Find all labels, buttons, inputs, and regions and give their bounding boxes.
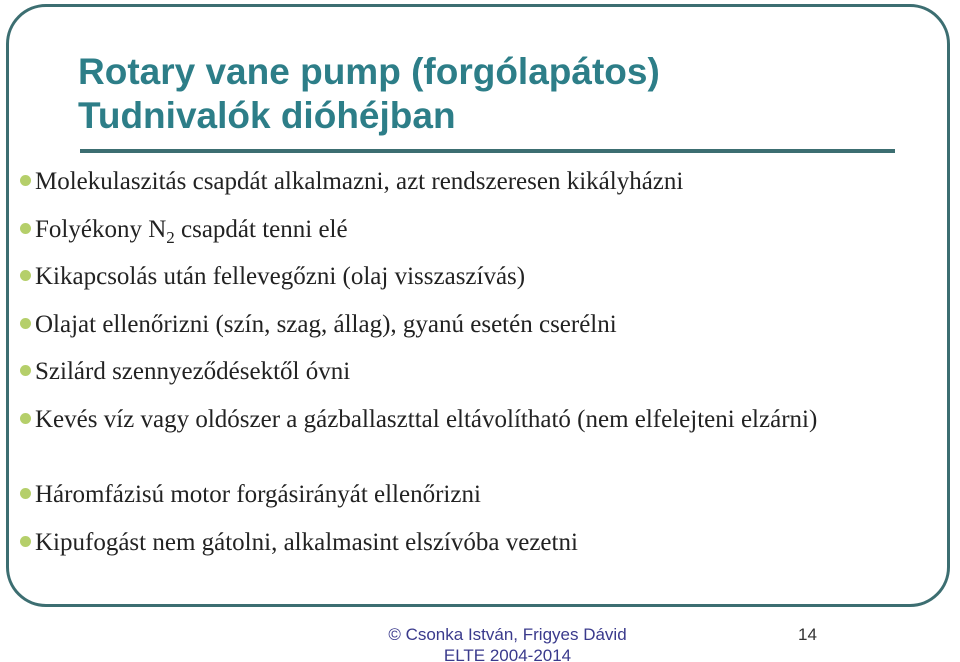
footer-credits [375, 624, 640, 662]
bullet-dot-icon [20, 175, 31, 186]
bullet-dot-icon [20, 223, 31, 234]
bullet-text: Kikapcsolás után fellevegőzni (olaj visszaszívás) [35, 263, 526, 290]
bullet-item [20, 309, 900, 341]
bullet-item [20, 166, 900, 198]
bullet-dot-icon [20, 488, 31, 499]
bullet-dot-icon [20, 365, 31, 376]
bullet-dot-icon [20, 413, 31, 424]
bullet-text: Olajat ellenőrizni (szín, szag, állag), gyanú esetén cserélni [35, 311, 617, 338]
bullet-text: Szilárd szennyeződésektől óvni [35, 358, 351, 385]
title-line-1: Rotary vane pump (forgólapátos) [78, 51, 660, 92]
bullet-item [20, 214, 900, 254]
bullet-item [20, 356, 900, 388]
bullet-item [20, 479, 900, 511]
slide-footer [0, 620, 960, 662]
bullet-item [20, 404, 900, 436]
bullet-dot-icon [20, 270, 31, 281]
subscript-two: 2 [166, 228, 175, 247]
bullet-text: csapdát tenni elé [174, 216, 348, 243]
bullet-text: Háromfázisú motor forgásirányát ellenőrizni [35, 481, 481, 508]
slide-title [78, 50, 660, 138]
title-line-2: Tudnivalók dióhéjban [78, 95, 456, 136]
bullet-text: Folyékony N [35, 216, 167, 243]
bullet-text: Kipufogást nem gátolni, alkalmasint elszívóba vezetni [35, 529, 578, 556]
bullet-item [20, 261, 900, 293]
bullet-dot-icon [20, 536, 31, 547]
page-number: 14 [798, 625, 817, 644]
footer-copyright: © Csonka István, Frigyes Dávid [388, 625, 627, 644]
bullet-text: Molekulaszitás csapdát alkalmazni, azt rendszeresen kikályházni [35, 168, 684, 195]
bullet-text: Kevés víz vagy oldószer a gázballaszttal eltávolítható (nem elfelejteni elzárni) [35, 406, 818, 433]
title-divider [80, 149, 895, 153]
bullet-dot-icon [20, 318, 31, 329]
footer-institution: ELTE 2004-2014 [443, 646, 572, 662]
bullet-item [20, 527, 900, 559]
